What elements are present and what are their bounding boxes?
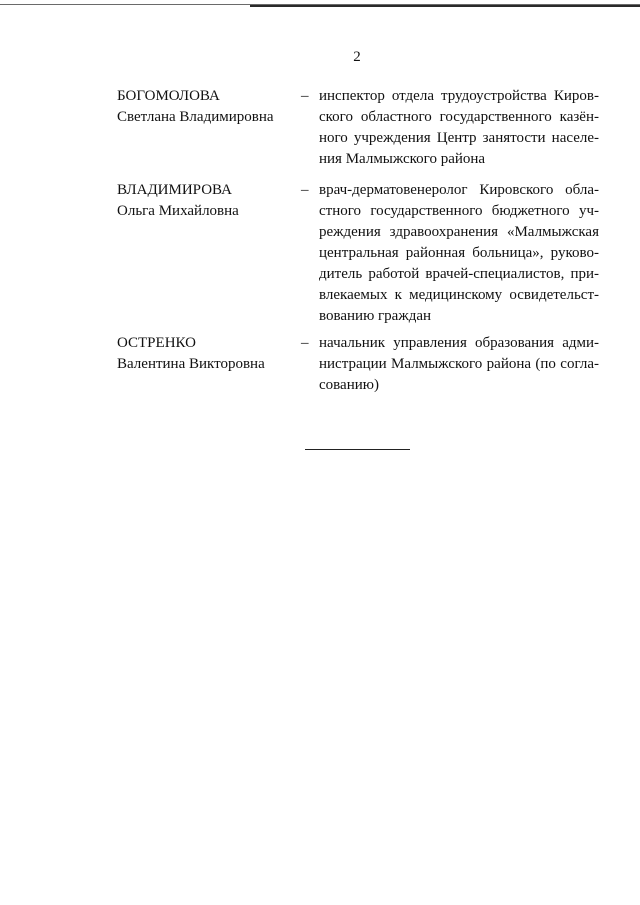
person-name [117,86,295,128]
person-name [117,180,295,222]
description-line: вованию граждан [319,308,432,324]
person-description [319,86,599,170]
person-description [319,180,599,327]
description-line: дитель работой врачей-специалистов, при- [319,266,599,282]
closing-rule [305,449,410,450]
description-line: начальник управления образования адми- [319,335,599,351]
description-line: ного учреждения Центр занятости населе- [319,130,599,146]
person-given-names: Валентина Викторовна [117,356,265,372]
scan-artifact-line-dark [250,5,640,7]
description-line: стного государственного бюджетного уч- [319,203,599,219]
description-line: нистрации Малмыжского района (по согла- [319,356,599,372]
description-line: ского областного государственного казён- [319,109,599,125]
description-line: центральная районная больница», руково- [319,245,599,261]
entry-dash: – [301,182,309,198]
description-line: ния Малмыжского района [319,151,486,167]
description-line: инспектор отдела трудоустройства Киров- [319,88,599,104]
entry-dash: – [301,88,309,104]
person-given-names: Ольга Михайловна [117,203,239,219]
person-entry [0,333,640,493]
page-number: 2 [353,49,361,65]
person-given-names: Светлана Владимировна [117,109,274,125]
person-surname: БОГОМОЛОВА [117,88,220,104]
person-name [117,333,295,375]
person-entry [0,180,640,340]
description-line: врач-дерматовенеролог Кировского обла- [319,182,599,198]
person-description [319,333,599,396]
description-line: влекаемых к медицинскому освидетельст- [319,287,599,303]
entry-dash: – [301,335,309,351]
person-surname: ВЛАДИМИРОВА [117,182,232,198]
person-surname: ОСТРЕНКО [117,335,196,351]
description-line: сованию) [319,377,379,393]
description-line: реждения здравоохранения «Малмыжская [319,224,599,240]
